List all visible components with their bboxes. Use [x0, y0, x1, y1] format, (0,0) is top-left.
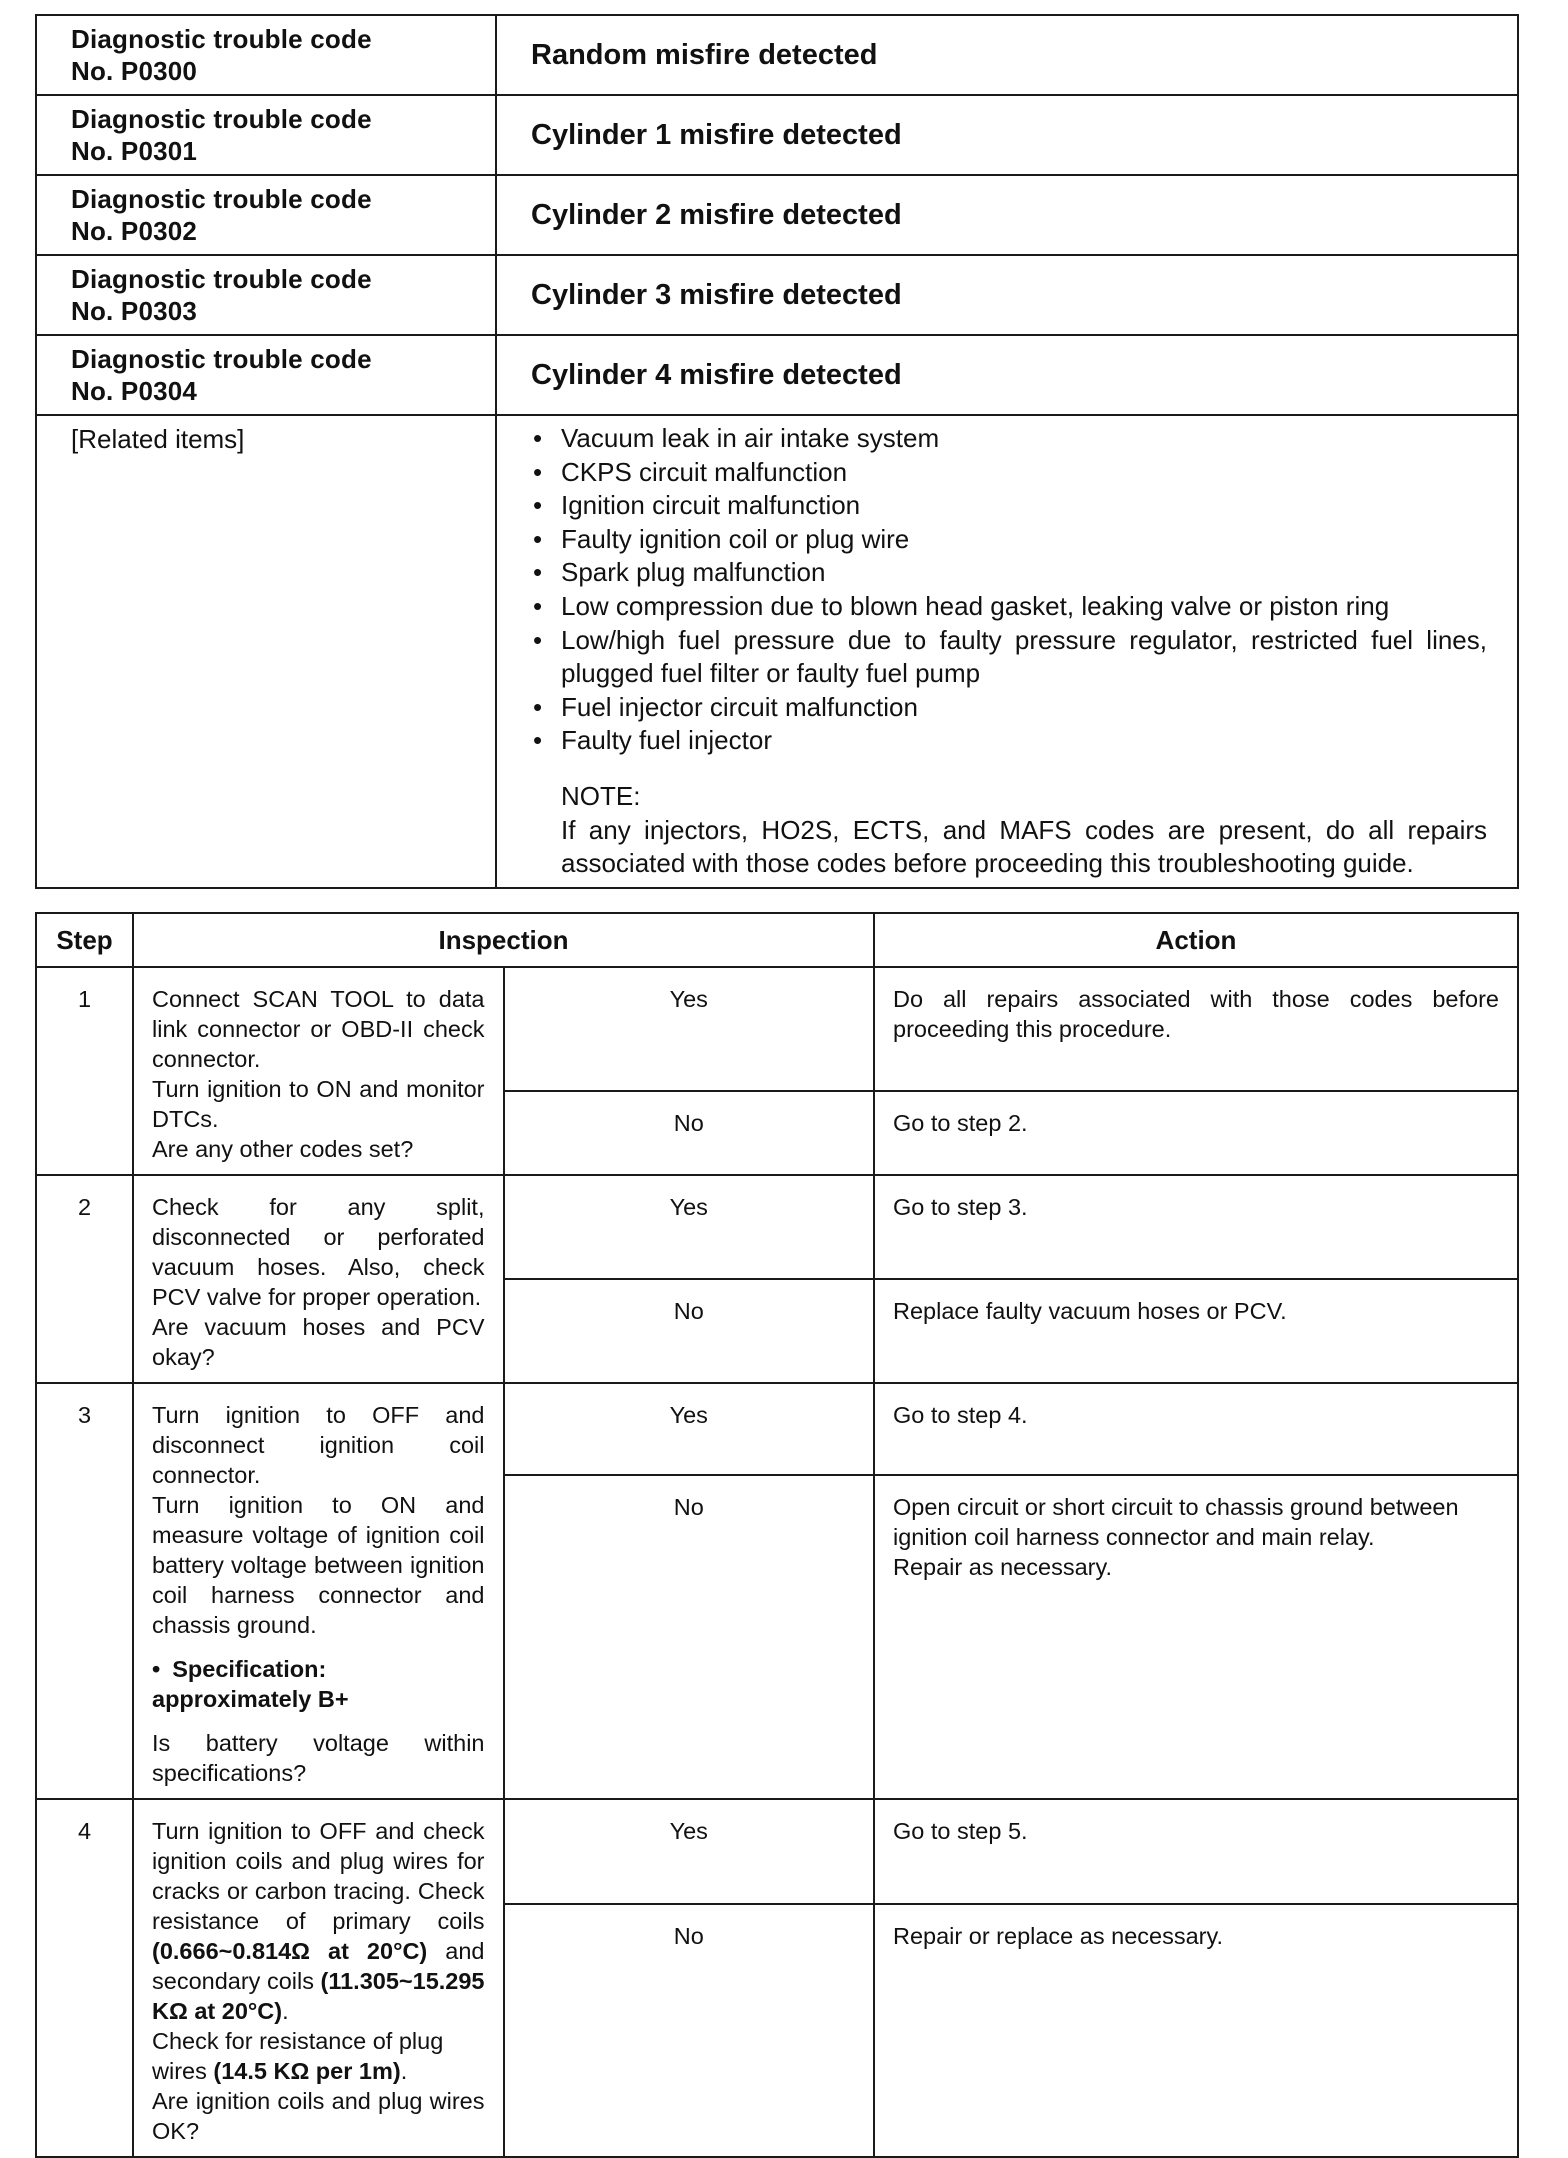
yes-action: Do all repairs associated with those codes before proceeding this procedure.	[874, 967, 1518, 1091]
dtc-code-label: Diagnostic trouble code	[71, 24, 372, 54]
primary-coil-resistance: (0.666~0.814Ω at 20°C)	[152, 1938, 428, 1964]
yes-label: Yes	[504, 1175, 875, 1279]
troubleshooting-steps-table	[35, 912, 1519, 2158]
step-number: 1	[36, 967, 133, 1175]
related-items-list	[531, 422, 1487, 758]
dtc-code-number: No. P0300	[71, 56, 198, 86]
table-row	[36, 1799, 1518, 1904]
dtc-code-label: Diagnostic trouble code	[71, 344, 372, 374]
specification-text: Specification: approximately B+	[152, 1656, 349, 1712]
dtc-description: Cylinder 4 misfire detected	[496, 335, 1518, 415]
no-label: No	[504, 1904, 875, 2157]
list-item: • CKPS circuit malfunction	[531, 456, 1487, 490]
yes-action: Go to step 5.	[874, 1799, 1518, 1904]
plug-wire-resistance: (14.5 KΩ per 1m)	[213, 2058, 401, 2084]
table-row	[36, 1175, 1518, 1279]
no-action: Repair or replace as necessary.	[874, 1904, 1518, 2157]
dtc-code-number: No. P0302	[71, 216, 198, 246]
step-column-header: Step	[36, 913, 133, 967]
no-action: Go to step 2.	[874, 1091, 1518, 1175]
inspection-text: .	[400, 2058, 408, 2084]
list-item: • Faulty ignition coil or plug wire	[531, 523, 1487, 557]
inspection-line: Turn ignition to ON and monitor DTCs.	[152, 1076, 485, 1132]
step-number: 3	[36, 1383, 133, 1799]
related-items-body	[496, 415, 1518, 888]
step-number: 4	[36, 1799, 133, 2157]
dtc-description: Random misfire detected	[496, 15, 1518, 95]
bullet-icon: •	[152, 1656, 161, 1682]
inspection-line	[152, 2026, 485, 2086]
no-label: No	[504, 1091, 875, 1175]
dtc-code-number: No. P0303	[71, 296, 198, 326]
table-row	[36, 1383, 1518, 1475]
inspection-question: Is battery voltage within specifications?	[152, 1730, 485, 1786]
step-inspection	[133, 1383, 504, 1799]
no-label: No	[504, 1279, 875, 1383]
list-item: • Low compression due to blown head gasket, leaking valve or piston ring	[531, 590, 1487, 624]
inspection-text: Check for resistance of plug wires	[152, 2028, 444, 2084]
inspection-text: and secondary coils	[152, 1938, 485, 1994]
list-item: • Fuel injector circuit malfunction	[531, 691, 1487, 725]
inspection-text: .	[282, 1998, 289, 2024]
inspection-column-header: Inspection	[133, 913, 874, 967]
dtc-code-cell	[36, 175, 496, 255]
secondary-coil-resistance: (11.305~15.295 KΩ at 20°C)	[152, 1968, 485, 2024]
step-number: 2	[36, 1175, 133, 1383]
specification-line	[152, 1654, 485, 1714]
dtc-description: Cylinder 2 misfire detected	[496, 175, 1518, 255]
note-text: If any injectors, HO2S, ECTS, and MAFS codes are present, do all repairs associated with those codes before proceeding this troubleshooting guide.	[561, 814, 1487, 879]
dtc-row	[36, 15, 1518, 95]
dtc-row	[36, 255, 1518, 335]
action-line: Repair as necessary.	[893, 1553, 1112, 1580]
list-item: • Ignition circuit malfunction	[531, 489, 1487, 523]
no-action	[874, 1475, 1518, 1799]
inspection-line: Are vacuum hoses and PCV okay?	[152, 1314, 485, 1370]
list-item: • Faulty fuel injector	[531, 724, 1487, 758]
action-line: Open circuit or short circuit to chassis ground between ignition coil harness connector and main relay.	[893, 1493, 1459, 1550]
dtc-code-cell	[36, 95, 496, 175]
inspection-line: Turn ignition to ON and measure voltage of ignition coil battery voltage between ignition coil harness connector and chassis ground.	[152, 1492, 485, 1638]
list-item: • Low/high fuel pressure due to faulty pressure regulator, restricted fuel lines, plugged fuel filter or faulty fuel pump	[531, 624, 1487, 691]
inspection-text: Turn ignition to OFF and check ignition coils and plug wires for cracks or carbon tracing. Check resistance of primary coils	[152, 1818, 485, 1934]
dtc-description: Cylinder 3 misfire detected	[496, 255, 1518, 335]
yes-action: Go to step 4.	[874, 1383, 1518, 1475]
dtc-code-number: No. P0301	[71, 136, 198, 166]
yes-action: Go to step 3.	[874, 1175, 1518, 1279]
inspection-line: Turn ignition to OFF and disconnect ignition coil connector.	[152, 1402, 485, 1488]
no-action: Replace faulty vacuum hoses or PCV.	[874, 1279, 1518, 1383]
step-inspection	[133, 1175, 504, 1383]
inspection-line: Check for any split, disconnected or perforated vacuum hoses. Also, check PCV valve for proper operation.	[152, 1194, 485, 1310]
list-item: • Spark plug malfunction	[531, 556, 1487, 590]
inspection-question: Are ignition coils and plug wires OK?	[152, 2088, 485, 2144]
dtc-row	[36, 175, 1518, 255]
dtc-code-cell	[36, 335, 496, 415]
related-items-label: [Related items]	[36, 415, 496, 888]
dtc-table	[35, 14, 1519, 889]
note-title: NOTE:	[561, 780, 641, 811]
note-block	[531, 780, 1487, 881]
table-header-row	[36, 913, 1518, 967]
dtc-code-cell	[36, 255, 496, 335]
dtc-row	[36, 95, 1518, 175]
action-column-header: Action	[874, 913, 1518, 967]
dtc-code-cell	[36, 15, 496, 95]
dtc-description: Cylinder 1 misfire detected	[496, 95, 1518, 175]
yes-label: Yes	[504, 967, 875, 1091]
step-inspection	[133, 1799, 504, 2157]
related-items-row	[36, 415, 1518, 888]
table-row	[36, 967, 1518, 1091]
list-item: • Vacuum leak in air intake system	[531, 422, 1487, 456]
yes-label: Yes	[504, 1383, 875, 1475]
dtc-code-label: Diagnostic trouble code	[71, 184, 372, 214]
dtc-code-number: No. P0304	[71, 376, 198, 406]
inspection-line: Are any other codes set?	[152, 1136, 414, 1162]
dtc-row	[36, 335, 1518, 415]
step-inspection	[133, 967, 504, 1175]
dtc-code-label: Diagnostic trouble code	[71, 104, 372, 134]
yes-label: Yes	[504, 1799, 875, 1904]
inspection-line: Connect SCAN TOOL to data link connector or OBD-II check connector.	[152, 986, 485, 1072]
dtc-code-label: Diagnostic trouble code	[71, 264, 372, 294]
no-label: No	[504, 1475, 875, 1799]
